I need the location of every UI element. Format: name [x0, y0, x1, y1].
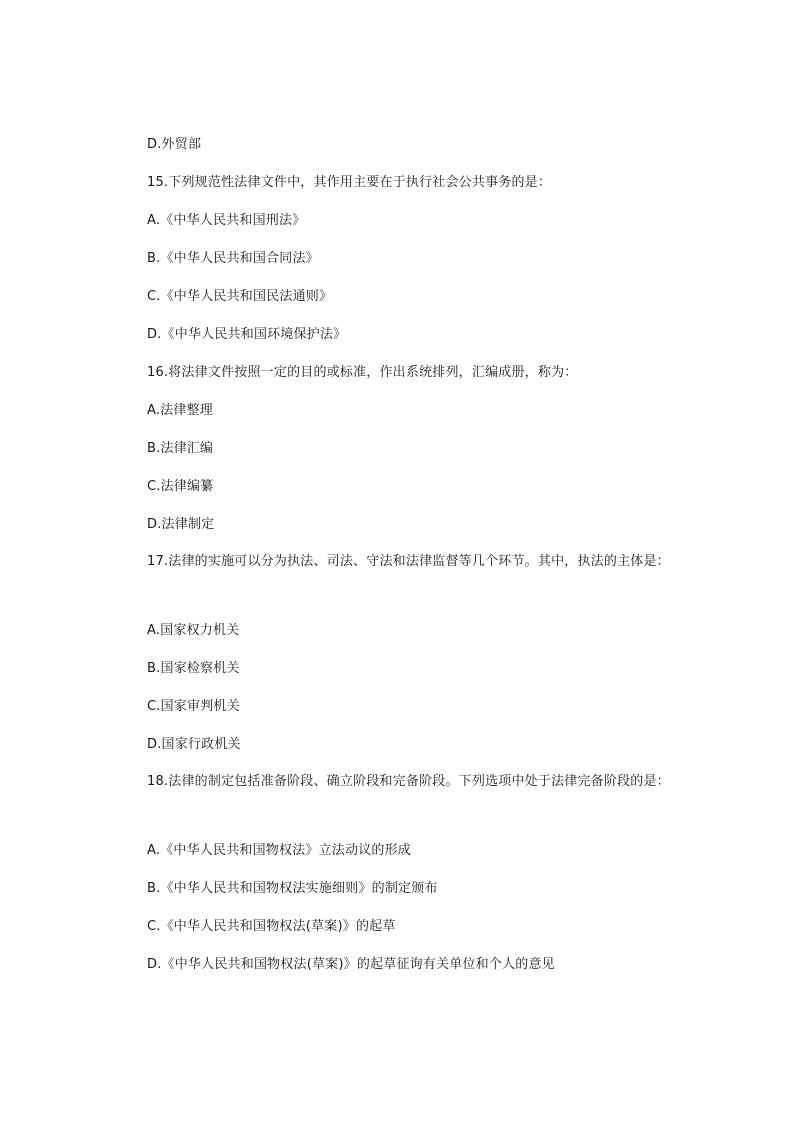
q15-option-b: B.《中华人民共和国合同法》	[147, 251, 319, 266]
q16-option-d: D.法律制定	[147, 517, 215, 532]
q15-option-a: A.《中华人民共和国刑法》	[147, 213, 306, 228]
q18-question: 18.法律的制定包括准备阶段、确立阶段和完备阶段。下列选项中处于法律完备阶段的是：	[147, 774, 670, 789]
q15-option-d: D.《中华人民共和国环境保护法》	[147, 327, 347, 342]
q15-option-c: C.《中华人民共和国民法通则》	[147, 289, 333, 304]
q18-option-b: B.《中华人民共和国物权法实施细则》的制定颁布	[147, 881, 438, 896]
q18-option-a: A.《中华人民共和国物权法》立法动议的形成	[147, 843, 411, 858]
q18-option-d: D.《中华人民共和国物权法(草案)》的起草征询有关单位和个人的意见	[147, 957, 555, 972]
q16-option-a: A.法律整理	[147, 403, 213, 418]
q17-option-c: C.国家审判机关	[147, 699, 240, 714]
q17-option-a: A.国家权力机关	[147, 623, 240, 638]
q15-question: 15.下列规范性法律文件中，其作用主要在于执行社会公共事务的是：	[147, 175, 552, 190]
q14-option-d: D.外贸部	[147, 137, 202, 152]
q17-option-b: B.国家检察机关	[147, 661, 240, 676]
q16-question: 16.将法律文件按照一定的目的或标准，作出系统排列，汇编成册，称为：	[147, 365, 578, 380]
q17-question: 17.法律的实施可以分为执法、司法、守法和法律监督等几个环节。其中，执法的主体是：	[147, 554, 670, 569]
q17-option-d: D.国家行政机关	[147, 737, 241, 752]
q16-option-c: C.法律编纂	[147, 479, 214, 494]
q18-option-c: C.《中华人民共和国物权法(草案)》的起草	[147, 919, 396, 934]
q16-option-b: B.法律汇编	[147, 441, 214, 456]
